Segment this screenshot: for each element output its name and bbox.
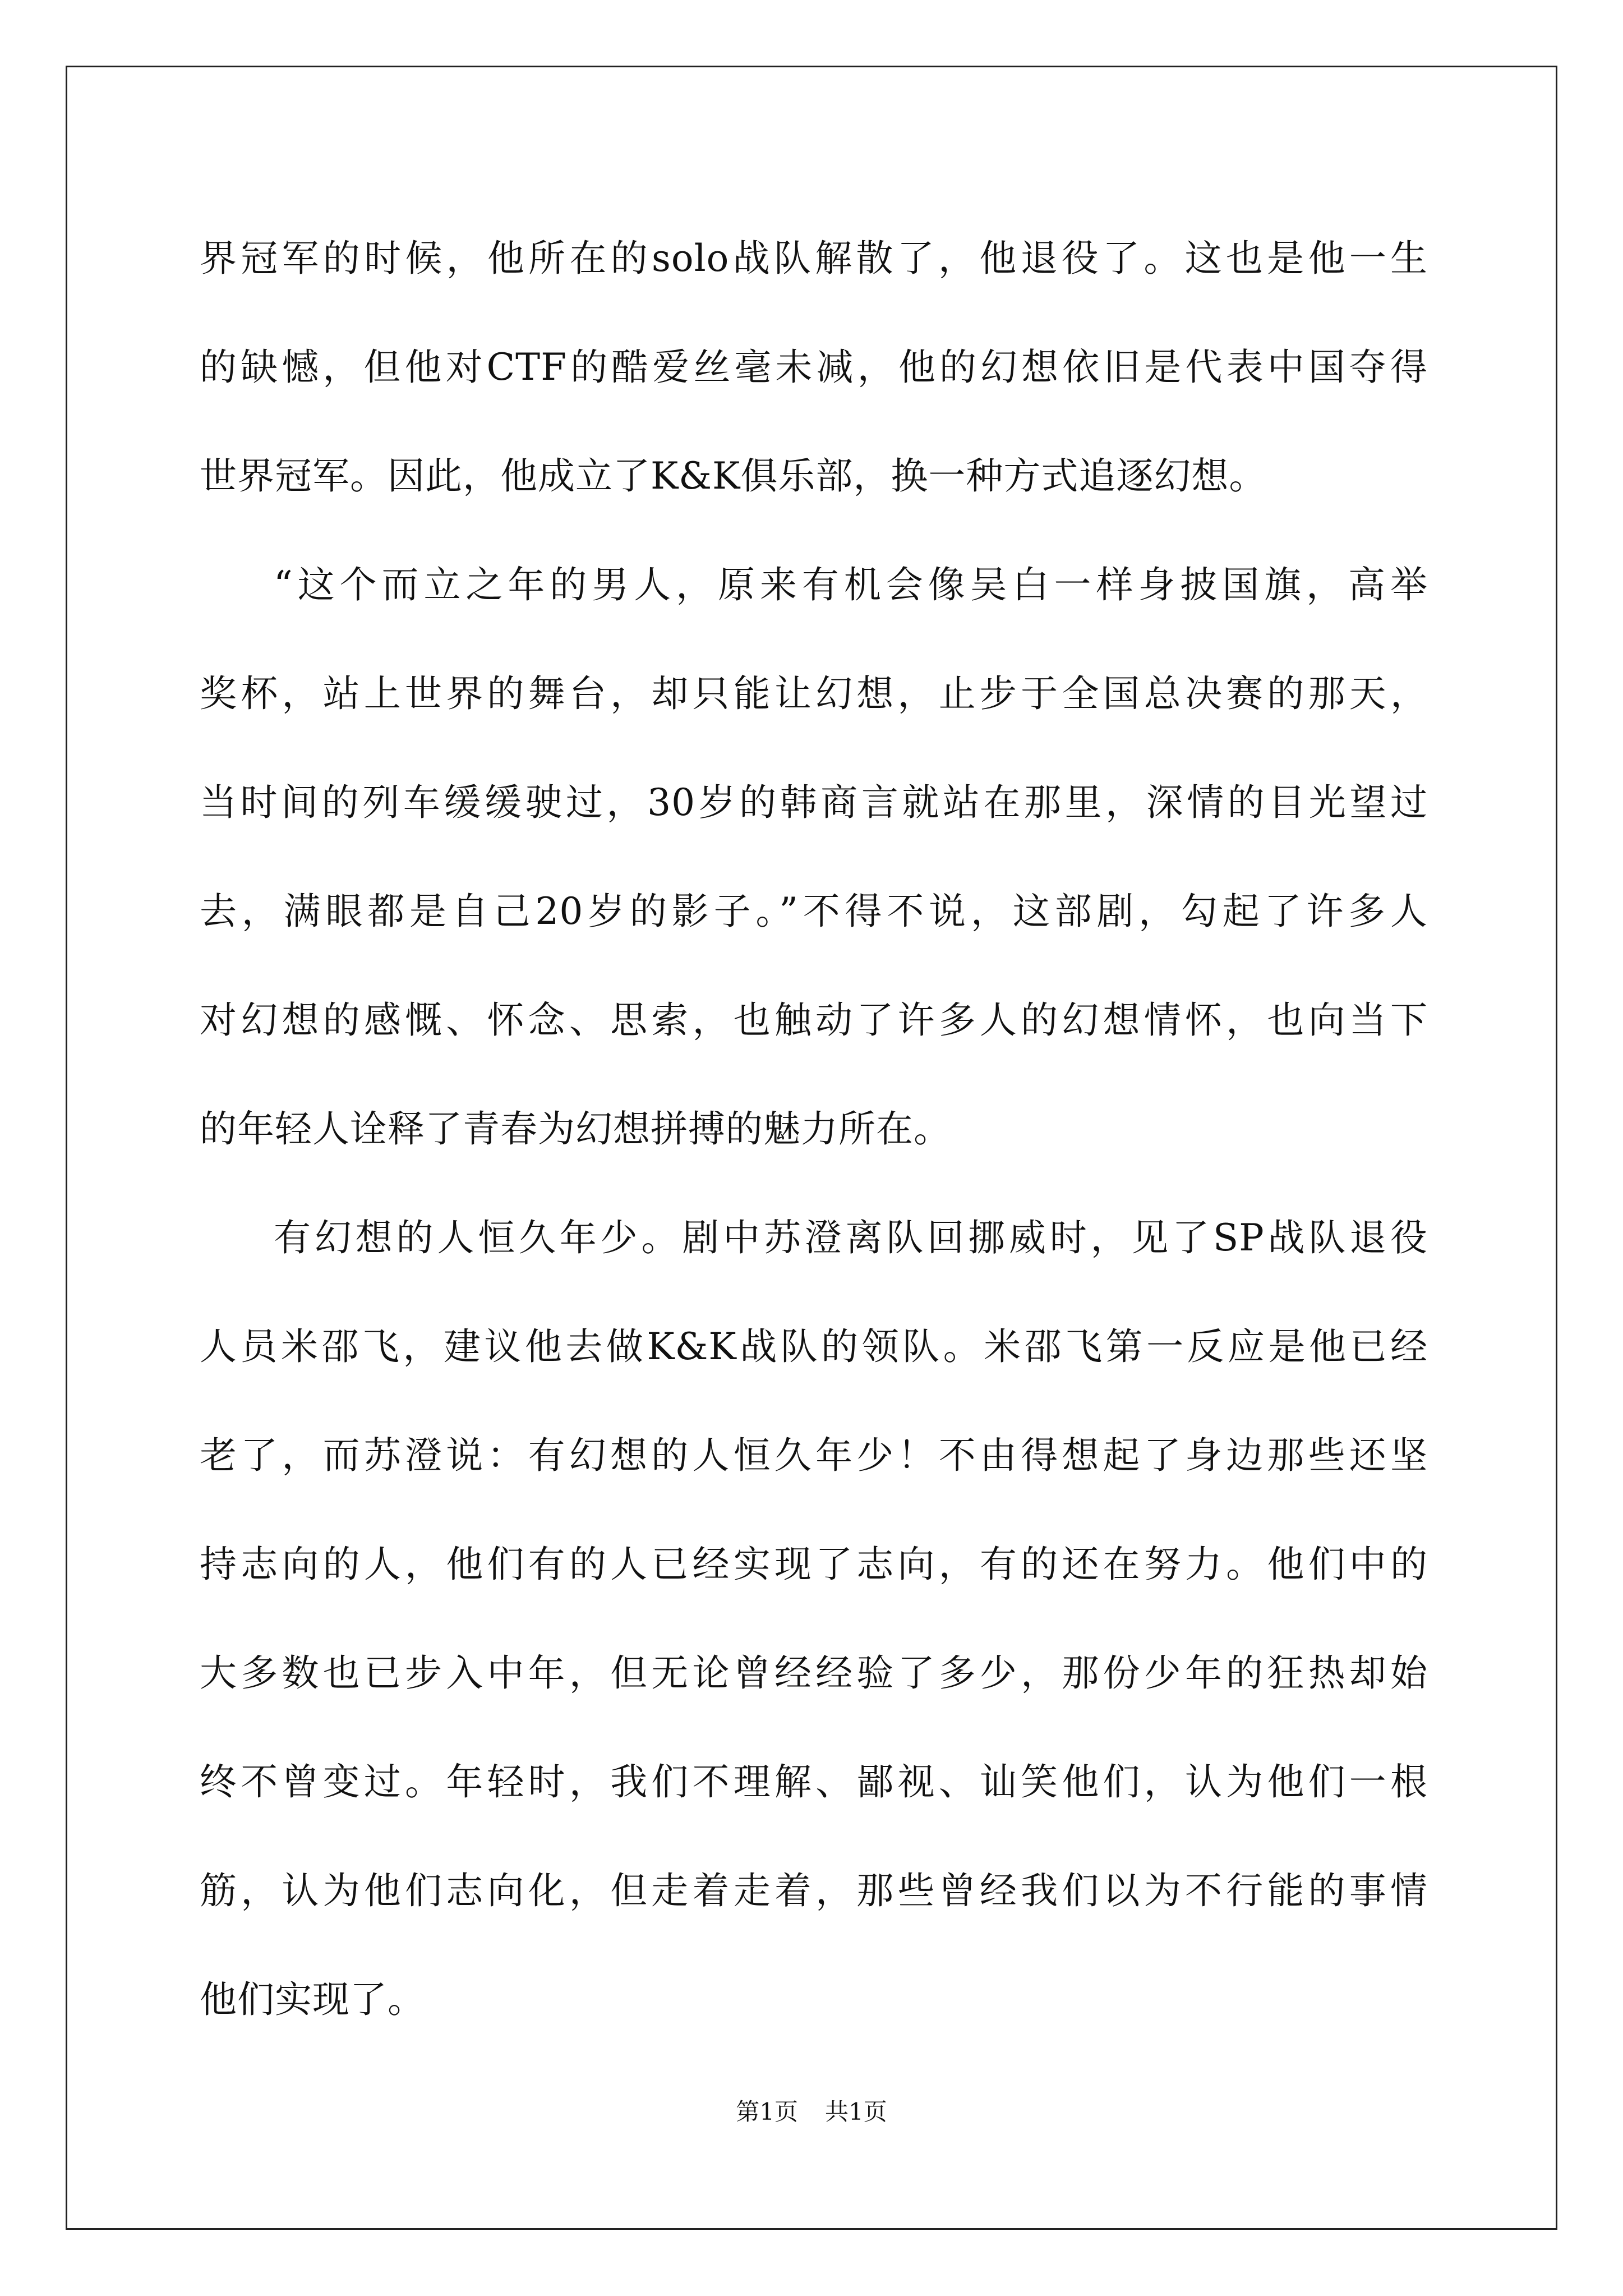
paragraph-line: 有幻想的人恒久年少。剧中苏澄离队回挪威时，见了SP战队退役 [274,1216,1428,1259]
paragraph-line: 的年轻人诠释了青春为幻想拼搏的魅力所在。 [200,1107,951,1151]
paragraph-line: 他们实现了。 [200,1978,425,2021]
paragraph [200,531,1428,1184]
page-total: 共1页 [825,2098,887,2125]
paragraph-line: 界冠军的时候，他所在的solo战队解散了，他退役了。这也是他一生 [200,237,1428,280]
page-footer [0,2095,1623,2129]
paragraph-line: 当时间的列车缓缓驶过，30岁的韩商言就站在那里，深情的目光望过 [200,781,1428,824]
paragraph-line: “这个而立之年的男人，原来有机会像吴白一样身披国旗，高举 [274,563,1428,606]
paragraph-line: 奖杯，站上世界的舞台，却只能让幻想，止步于全国总决赛的那天， [200,672,1428,715]
paragraph-line: 老了，而苏澄说：有幻想的人恒久年少！不由得想起了身边那些还坚 [200,1434,1428,1477]
paragraph-line: 人员米邵飞，建议他去做K&K战队的领队。米邵飞第一反应是他已经 [200,1325,1428,1368]
document-body [200,204,1428,2054]
paragraph-line: 终不曾变过。年轻时，我们不理解、鄙视、讪笑他们，认为他们一根 [200,1760,1428,1803]
paragraph-line: 对幻想的感慨、怀念、思索，也触动了许多人的幻想情怀，也向当下 [200,999,1428,1042]
paragraph [200,1184,1428,2054]
page-number: 第1页 [736,2098,798,2125]
paragraph-line: 持志向的人，他们有的人已经实现了志向，有的还在努力。他们中的 [200,1543,1428,1586]
paragraph-line: 大多数也已步入中年，但无论曾经经验了多少，那份少年的狂热却始 [200,1651,1428,1695]
paragraph-line: 的缺憾，但他对CTF的酷爱丝毫未减，他的幻想依旧是代表中国夺得 [200,346,1428,389]
paragraph-line: 去，满眼都是自己20岁的影子。”不得不说，这部剧，勾起了许多人 [200,890,1428,933]
paragraph [200,204,1428,531]
paragraph-line: 世界冠军。因此，他成立了K&K俱乐部，换一种方式追逐幻想。 [200,454,1267,498]
paragraph-line: 筋，认为他们志向化，但走着走着，那些曾经我们以为不行能的事情 [200,1869,1428,1912]
